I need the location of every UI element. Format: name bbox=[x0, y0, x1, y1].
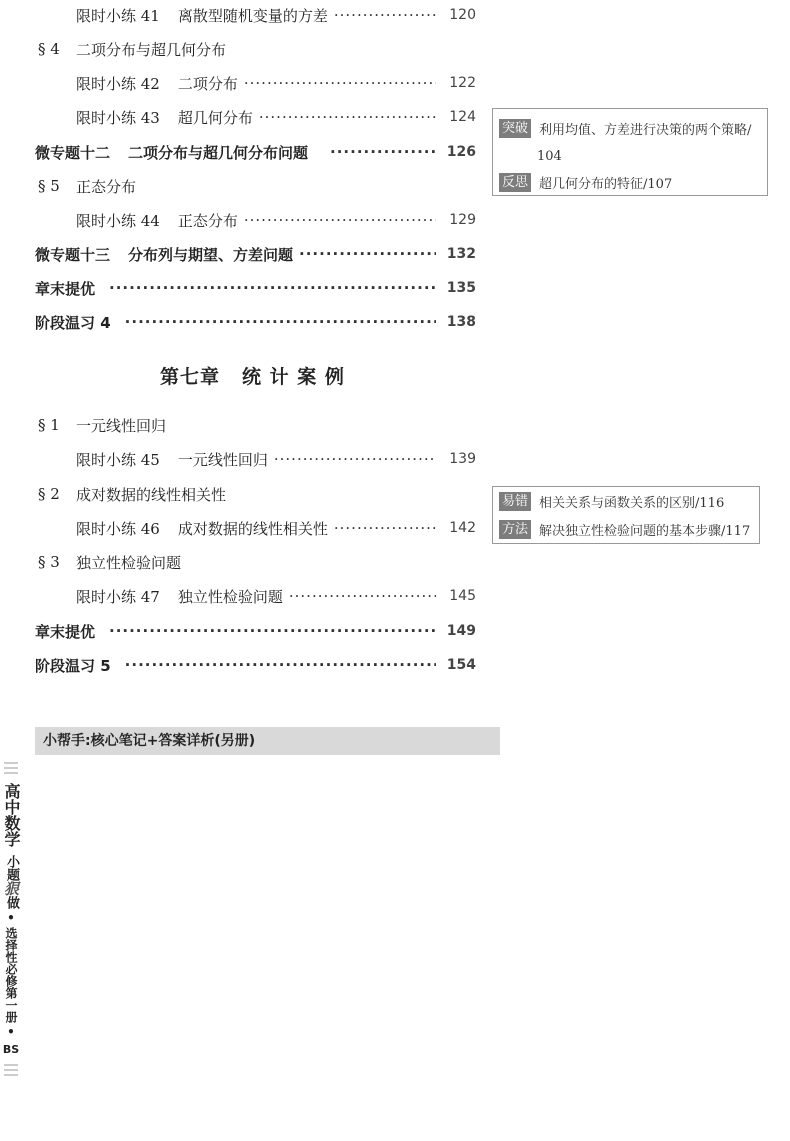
side-volume: 选择性必修第一册 bbox=[4, 927, 18, 1023]
page-number: 135 bbox=[446, 280, 476, 296]
side-dot: • bbox=[4, 911, 18, 925]
dot-leader bbox=[330, 139, 436, 165]
note-text-continued: 104 bbox=[537, 149, 562, 164]
section-title: 一元线性回归 bbox=[76, 416, 167, 435]
section-heading[interactable] bbox=[38, 549, 181, 575]
page-number: 120 bbox=[449, 7, 476, 23]
exercise-label: 限时小练 41 bbox=[76, 6, 160, 25]
note-box bbox=[492, 486, 760, 544]
entry-title: 二项分布 bbox=[177, 74, 238, 93]
toc-entry-stage[interactable] bbox=[35, 652, 476, 678]
note-text: 利用均值、方差进行决策的两个策略/ bbox=[539, 122, 752, 138]
toc-entry[interactable] bbox=[76, 583, 476, 609]
toc-entry-review[interactable] bbox=[35, 618, 476, 644]
page-number: 149 bbox=[446, 623, 476, 639]
exercise-label: 限时小练 42 bbox=[76, 74, 160, 93]
entry-title: 超几何分布 bbox=[177, 108, 253, 127]
toc-entry[interactable] bbox=[76, 104, 476, 130]
note-box bbox=[492, 108, 768, 196]
note-item[interactable] bbox=[499, 515, 753, 543]
chapter-title: 统 计 案 例 bbox=[242, 366, 345, 388]
section-heading[interactable] bbox=[38, 412, 166, 438]
dot-leader bbox=[289, 583, 436, 609]
dot-leader bbox=[244, 70, 436, 96]
side-decoration-bars bbox=[4, 762, 18, 777]
section-heading[interactable] bbox=[38, 481, 226, 507]
dot-leader bbox=[334, 2, 436, 28]
note-text: 相关关系与函数关系的区别/116 bbox=[539, 495, 725, 511]
note-text: 解决独立性检验问题的基本步骤/117 bbox=[539, 523, 751, 539]
note-tag: 突破 bbox=[499, 119, 531, 138]
dot-leader bbox=[274, 446, 436, 472]
side-dot: • bbox=[4, 1025, 18, 1039]
section-number: § 5 bbox=[38, 177, 60, 195]
section-number: § 1 bbox=[38, 416, 60, 434]
entry-title: 一元线性回归 bbox=[177, 450, 268, 469]
section-number: § 2 bbox=[38, 485, 60, 503]
entry-title: 二项分布与超几何分布问题 bbox=[128, 143, 309, 162]
toc-entry-special[interactable] bbox=[35, 139, 476, 165]
entry-title: 正态分布 bbox=[177, 211, 238, 230]
toc-entry-special[interactable] bbox=[35, 241, 476, 267]
special-label: 微专题十三 bbox=[35, 245, 111, 264]
chapter-heading bbox=[160, 362, 345, 389]
helper-banner: 小帮手:核心笔记+答案详析(另册) bbox=[35, 727, 500, 755]
note-text: 超几何分布的特征/107 bbox=[539, 176, 673, 192]
toc-entry[interactable] bbox=[76, 70, 476, 96]
entry-title: 分布列与期望、方差问题 bbox=[128, 245, 294, 264]
page-number: 122 bbox=[449, 75, 476, 91]
page-number: 142 bbox=[449, 520, 476, 536]
note-item[interactable] bbox=[499, 171, 761, 193]
section-title: 成对数据的线性相关性 bbox=[76, 485, 227, 504]
page-number: 154 bbox=[446, 657, 476, 673]
entry-title: 章末提优 bbox=[35, 622, 96, 641]
side-edition: BS bbox=[2, 1043, 20, 1056]
dot-leader bbox=[109, 618, 436, 644]
toc-entry-stage[interactable] bbox=[35, 309, 476, 335]
side-label bbox=[1, 762, 21, 1079]
dot-leader bbox=[109, 275, 436, 301]
side-series-a: 小题 bbox=[4, 855, 19, 881]
page-number: 138 bbox=[446, 314, 476, 330]
side-subject: 高中数学 bbox=[2, 783, 21, 847]
page-number: 145 bbox=[449, 588, 476, 604]
entry-title: 阶段温习 5 bbox=[35, 656, 111, 675]
toc-entry[interactable] bbox=[76, 446, 476, 472]
entry-title: 阶段温习 4 bbox=[35, 313, 111, 332]
side-decoration-bars bbox=[4, 1064, 18, 1079]
dot-leader bbox=[334, 515, 436, 541]
exercise-label: 限时小练 43 bbox=[76, 108, 160, 127]
exercise-label: 限时小练 45 bbox=[76, 450, 160, 469]
page-number: 126 bbox=[446, 144, 476, 160]
note-tag: 方法 bbox=[499, 520, 531, 539]
exercise-label: 限时小练 44 bbox=[76, 211, 160, 230]
chapter-number: 第七章 bbox=[160, 366, 221, 388]
page-number: 139 bbox=[449, 451, 476, 467]
side-series-b: 做 bbox=[4, 896, 19, 909]
section-heading[interactable] bbox=[38, 173, 136, 199]
section-heading[interactable] bbox=[38, 36, 226, 62]
dot-leader bbox=[299, 241, 436, 267]
dot-leader bbox=[125, 309, 436, 335]
dot-leader bbox=[259, 104, 436, 130]
section-number: § 3 bbox=[38, 553, 60, 571]
note-tag: 易错 bbox=[499, 492, 531, 511]
exercise-label: 限时小练 46 bbox=[76, 519, 160, 538]
entry-title: 独立性检验问题 bbox=[177, 587, 283, 606]
note-item[interactable] bbox=[499, 113, 761, 143]
side-series-stamp: 狠 bbox=[2, 881, 20, 896]
entry-title: 离散型随机变量的方差 bbox=[177, 6, 328, 25]
section-title: 二项分布与超几何分布 bbox=[76, 40, 227, 59]
dot-leader bbox=[125, 652, 436, 678]
section-number: § 4 bbox=[38, 40, 60, 58]
toc-entry[interactable] bbox=[76, 515, 476, 541]
entry-title: 成对数据的线性相关性 bbox=[177, 519, 328, 538]
dot-leader bbox=[244, 207, 436, 233]
toc-entry-review[interactable] bbox=[35, 275, 476, 301]
note-tag: 反思 bbox=[499, 173, 531, 192]
exercise-label: 限时小练 47 bbox=[76, 587, 160, 606]
page-number: 124 bbox=[449, 109, 476, 125]
page-number: 129 bbox=[449, 212, 476, 228]
special-label: 微专题十二 bbox=[35, 143, 111, 162]
note-item[interactable] bbox=[499, 487, 753, 515]
section-title: 独立性检验问题 bbox=[76, 553, 182, 572]
toc-entry[interactable] bbox=[76, 2, 476, 28]
toc-entry[interactable] bbox=[76, 207, 476, 233]
entry-title: 章末提优 bbox=[35, 279, 96, 298]
section-title: 正态分布 bbox=[76, 177, 137, 196]
page-number: 132 bbox=[446, 246, 476, 262]
